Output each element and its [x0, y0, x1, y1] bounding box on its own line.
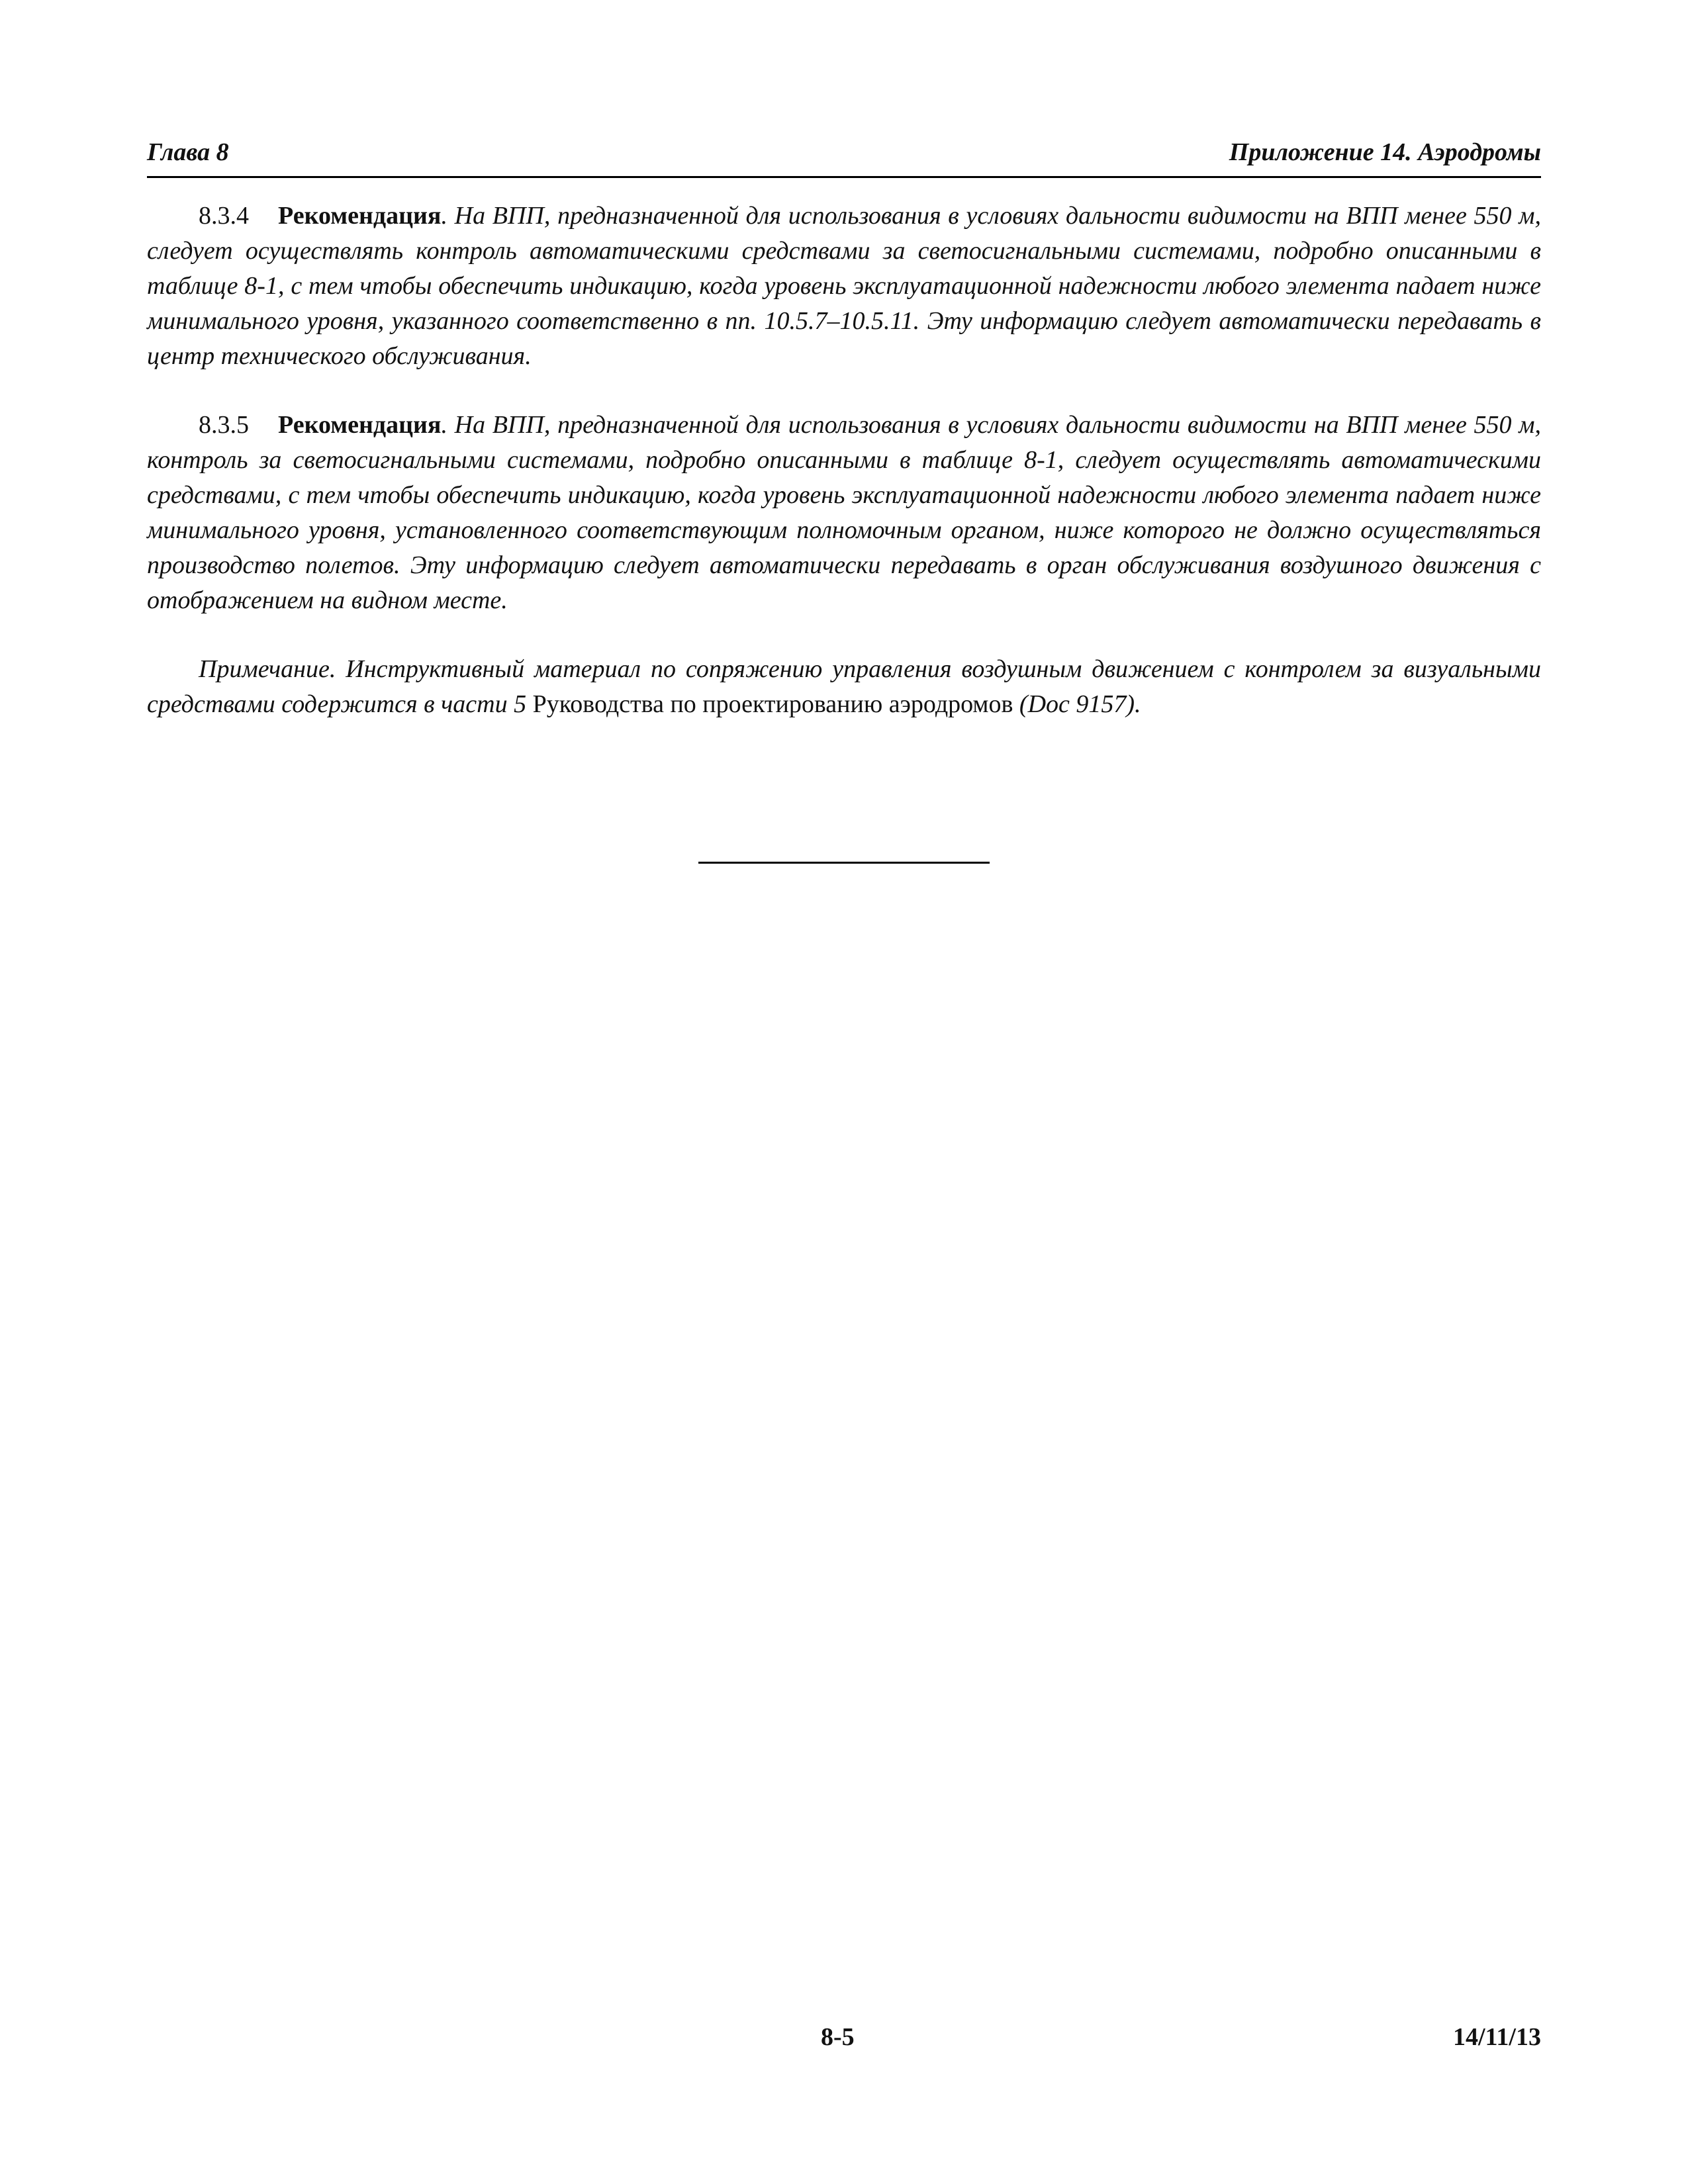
label-dot: .	[441, 202, 447, 230]
footer-page-number: 8-5	[821, 2023, 855, 2051]
paragraph-text: На ВПП, предназначенной для использования в условиях дальности видимости на ВПП менее 550 м, следует осуществлять контроль автоматическими средствами за светосигнальными системами, подробно описанными в таблице 8-1, с тем чтобы обеспечить индикацию, когда уровень эксплуатационной надежности любого элемента падает ниже минимального уровня, указанного соответственно в пп. 10.5.7–10.5.11. Эту информацию следует автоматически передавать в центр технического обслуживания.	[147, 202, 1541, 370]
recommendation-label: Рекомендация	[278, 411, 442, 439]
paragraph-number: 8.3.5	[199, 411, 249, 439]
page-header	[147, 130, 1541, 178]
note-doc-reference: (Doc 9157).	[1013, 690, 1141, 718]
end-of-chapter-rule	[698, 862, 990, 864]
page-content	[147, 199, 1541, 756]
recommendation-label: Рекомендация	[278, 202, 442, 230]
paragraph-number: 8.3.4	[199, 202, 249, 230]
header-chapter: Глава 8	[147, 138, 229, 166]
paragraph-8-3-4	[147, 199, 1541, 374]
note-text: Примечание. Инструктивный материал по сопряжению управления воздушным движением с контролем за визуальными средствами содержится в части 5	[147, 655, 1541, 718]
paragraph-8-3-5	[147, 408, 1541, 618]
paragraph-text: На ВПП, предназначенной для использования в условиях дальности видимости на ВПП менее 550 м, контроль за светосигнальными системами, подробно описанными в таблице 8-1, следует осуществлять автоматическими средствами, с тем чтобы обеспечить индикацию, когда уровень эксплуатационной надежности любого элемента падает ниже минимального уровня, установленного соответствующим полномочным органом, ниже которого не должно осуществляться производство полетов. Эту информацию следует автоматически передавать в орган обслуживания воздушного движения с отображением на видном месте.	[147, 411, 1541, 614]
header-annex-title: Приложение 14. Аэродромы	[1229, 138, 1541, 166]
footer-date: 14/11/13	[1452, 2023, 1541, 2051]
label-dot: .	[441, 411, 447, 439]
note-document-title: Руководства по проектированию аэродромов	[532, 690, 1013, 718]
note-paragraph	[147, 652, 1541, 722]
